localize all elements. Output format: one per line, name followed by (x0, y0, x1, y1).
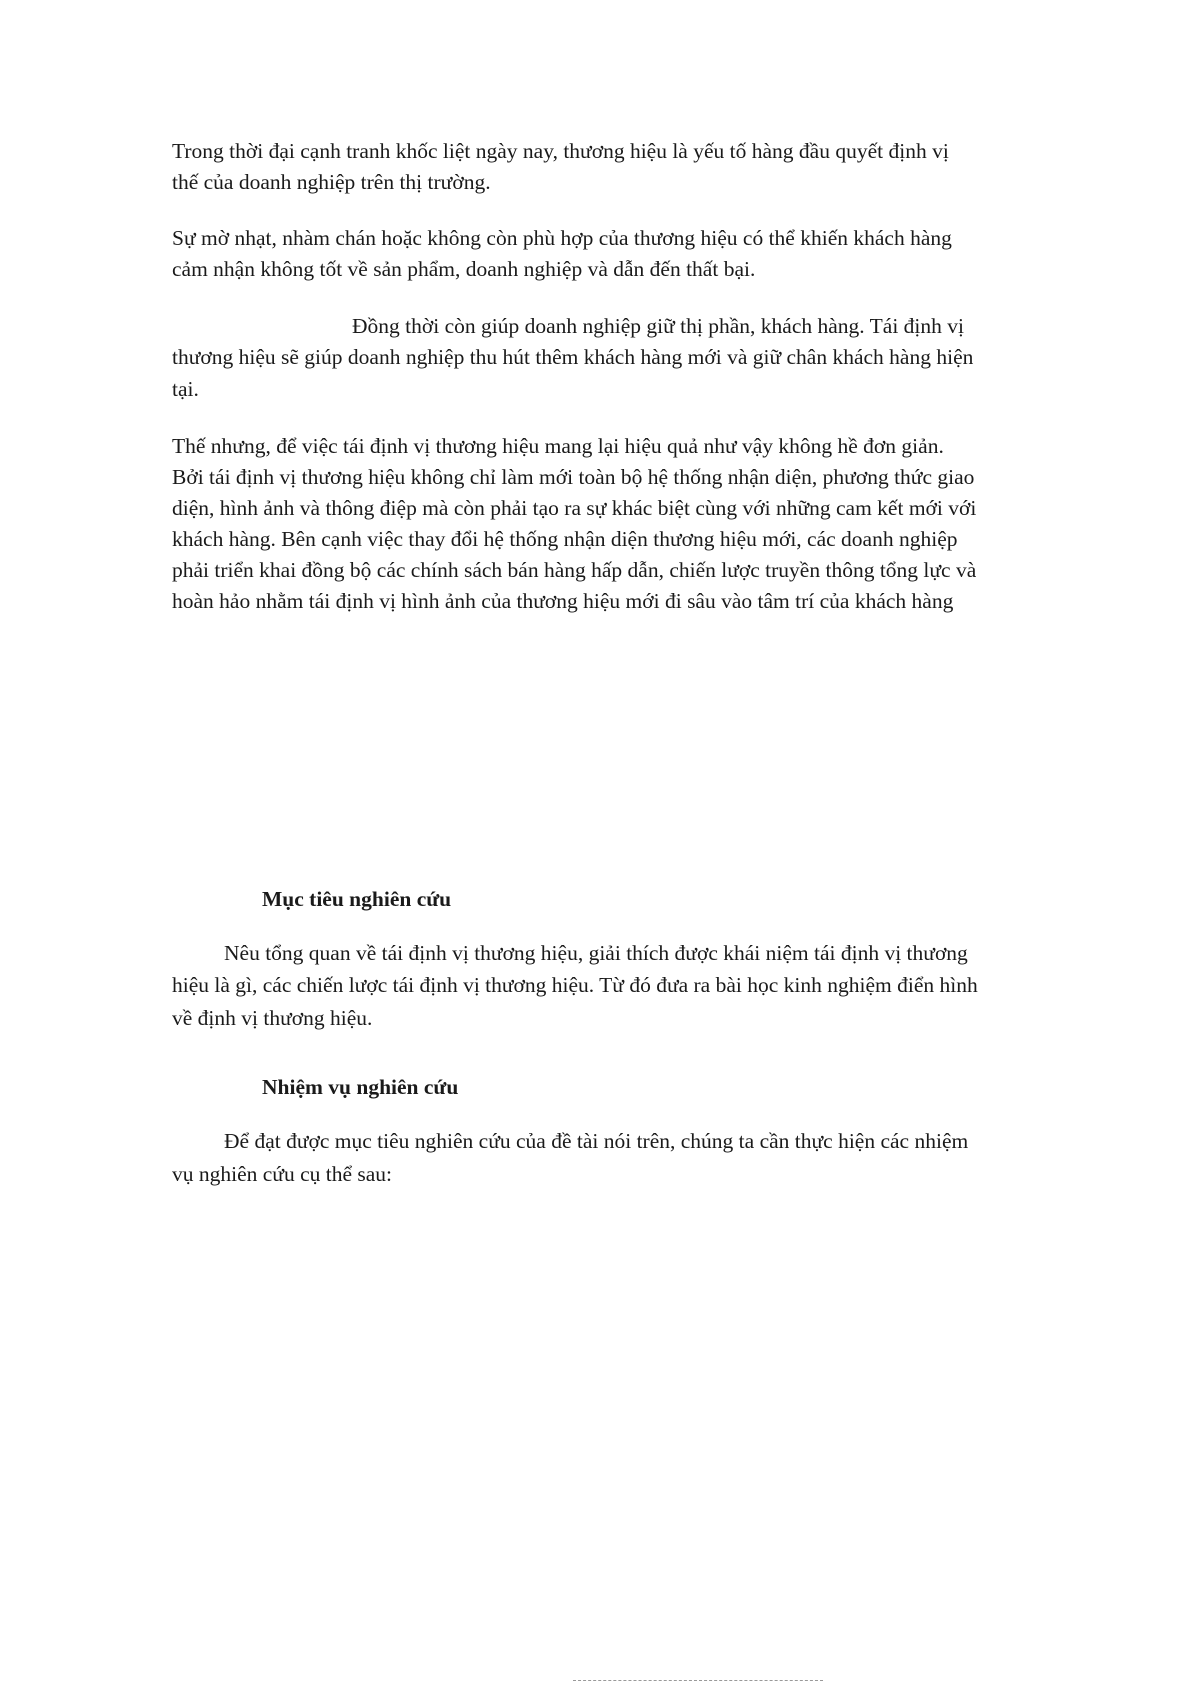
para5-line3: về định vị thương hiệu. (172, 1006, 373, 1030)
heading-research-tasks: Nhiệm vụ nghiên cứu (262, 1075, 459, 1099)
para1-line1: Trong thời đại cạnh tranh khốc liệt ngày nay, thương hiệu là yếu tố hàng đầu quyết định vị (172, 139, 949, 163)
footer-divider (573, 1680, 823, 1681)
heading-research-objective: Mục tiêu nghiên cứu (262, 887, 452, 911)
para4-line3: diện, hình ảnh và thông điệp mà còn phải tạo ra sự khác biệt cùng với những cam kết mới với (172, 496, 977, 520)
para4-line2: Bởi tái định vị thương hiệu không chỉ làm mới toàn bộ hệ thống nhận diện, phương thức giao (172, 465, 975, 489)
para5-line2: hiệu là gì, các chiến lược tái định vị thương hiệu. Từ đó đưa ra bài học kinh nghiệm điển hình (172, 973, 978, 997)
para5-line1: Nêu tổng quan về tái định vị thương hiệu, giải thích được khái niệm tái định vị thương (224, 941, 968, 965)
para6-line1: Để đạt được mục tiêu nghiên cứu của đề tài nói trên, chúng ta cần thực hiện các nhiệm (224, 1129, 969, 1153)
para6-line2: vụ nghiên cứu cụ thể sau: (172, 1162, 393, 1186)
para3-line2: thương hiệu sẽ giúp doanh nghiệp thu hút thêm khách hàng mới và giữ chân khách hàng hiện (172, 345, 974, 369)
para4-line4: khách hàng. Bên cạnh việc thay đổi hệ thống nhận diện thương hiệu mới, các doanh nghiệp (172, 527, 958, 551)
para4-line6: hoàn hảo nhằm tái định vị hình ảnh của thương hiệu mới đi sâu vào tâm trí của khách hàng (172, 589, 954, 613)
para2-line1: Sự mờ nhạt, nhàm chán hoặc không còn phù hợp của thương hiệu có thể khiến khách hàng (172, 226, 952, 250)
para3-line1: Đồng thời còn giúp doanh nghiệp giữ thị phần, khách hàng. Tái định vị (352, 314, 964, 338)
para3-line3: tại. (172, 377, 199, 401)
para1-line2: thế của doanh nghiệp trên thị trường. (172, 170, 491, 194)
para2-line2: cảm nhận không tốt về sản phẩm, doanh nghiệp và dẫn đến thất bại. (172, 257, 756, 281)
para4-line5: phải triển khai đồng bộ các chính sách bán hàng hấp dẫn, chiến lược truyền thông tổng lực và (172, 558, 977, 582)
para4-line1: Thế nhưng, để việc tái định vị thương hiệu mang lại hiệu quả như vậy không hề đơn giản. (172, 434, 944, 458)
